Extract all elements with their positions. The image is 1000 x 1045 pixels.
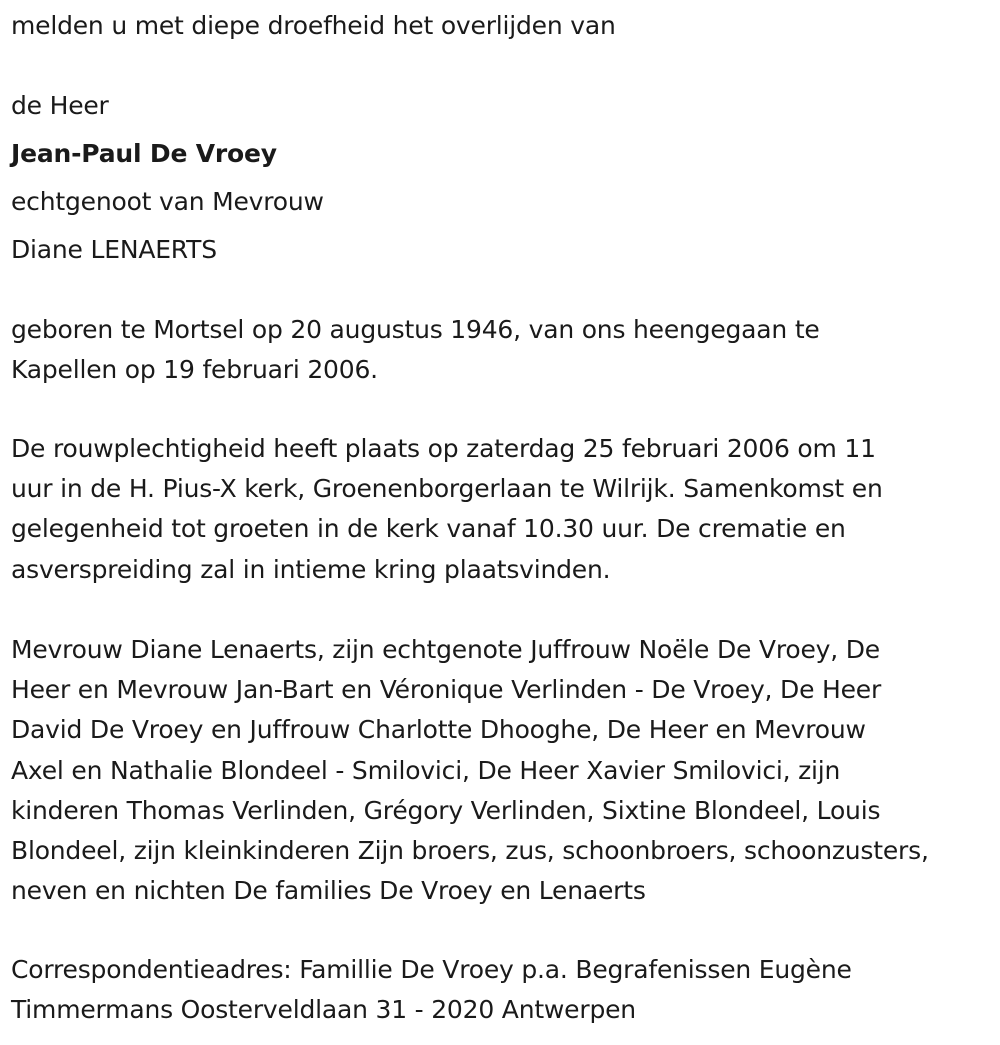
paragraph-line: Correspondentieadres: Famillie De Vroey p.a. Begrafenissen Eugène — [11, 955, 852, 984]
paragraph-line: gelegenheid tot groeten in de kerk vanaf 10.30 uur. De crematie en — [11, 514, 846, 544]
spouse-label: echtgenoot van Mevrouw — [11, 187, 324, 216]
paragraph-line: Mevrouw Diane Lenaerts, zijn echtgenote Juffrouw Noële De Vroey, De — [11, 635, 880, 664]
paragraph-line: kinderen Thomas Verlinden, Grégory Verlinden, Sixtine Blondeel, Louis — [11, 795, 881, 825]
paragraph-line: David De Vroey en Juffrouw Charlotte Dhooghe, De Heer en Mevrouw — [11, 715, 866, 745]
paragraph-line: uur in de H. Pius-X kerk, Groenenborgerlaan te Wilrijk. Samenkomst en — [11, 474, 883, 504]
paragraph-line: Blondeel, zijn kleinkinderen Zijn broers, zus, schoonbroers, schoonzusters, — [11, 836, 929, 866]
spouse-name: Diane LENAERTS — [11, 235, 217, 264]
paragraph-line: neven en nichten De families De Vroey en Lenaerts — [11, 876, 646, 906]
paragraph-line: Heer en Mevrouw Jan-Bart en Véronique Verlinden - De Vroey, De Heer — [11, 675, 882, 705]
paragraph-line: Axel en Nathalie Blondeel - Smilovici, De Heer Xavier Smilovici, zijn — [11, 755, 841, 785]
family-paragraph — [11, 630, 993, 911]
paragraph-line: De rouwplechtigheid heeft plaats op zaterdag 25 februari 2006 om 11 — [11, 434, 876, 463]
correspondence-paragraph — [11, 950, 993, 1030]
ceremony-paragraph — [11, 429, 993, 590]
paragraph-line: asverspreiding zal in intieme kring plaatsvinden. — [11, 554, 611, 584]
paragraph-line: geboren te Mortsel op 20 augustus 1946, van ons heengegaan te — [11, 315, 820, 344]
birth-death-paragraph — [11, 310, 993, 390]
intro-text: melden u met diepe droefheid het overlijden van — [11, 11, 616, 40]
deceased-name: Jean-Paul De Vroey — [11, 139, 277, 168]
title-prefix: de Heer — [11, 91, 109, 120]
paragraph-line: Timmermans Oosterveldlaan 31 - 2020 Antwerpen — [11, 995, 636, 1025]
paragraph-line: Kapellen op 19 februari 2006. — [11, 355, 378, 385]
